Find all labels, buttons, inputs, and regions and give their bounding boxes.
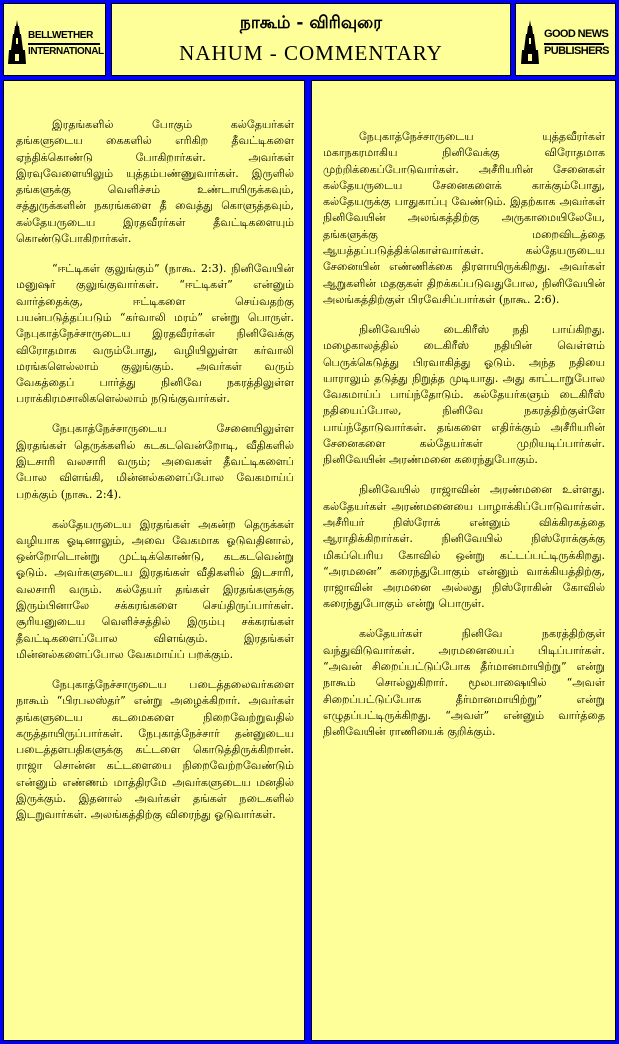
logo-rule [28,43,100,45]
tower-icon [520,20,540,64]
title-box [111,3,511,76]
paragraph: நேபுகாத்நேச்சாருடைய யுத்தவீரர்கள் மகாநகரமாகிய நினிவேக்கு விரோதமாக முற்றிக்கைப்போடுவார்கள். அசீரியரின் சேனைகள் கல்தேயருடைய சேனைகளைக் காக்கும்போது, கல்தேயருக்கு பாதுகாப்பு வேண்டும். இதற்காக அவர்கள் நினிவேயின் அலங்கத்திற்கு அருகாமையிலேயே, தங்களுக்கு மறைவிடத்தை ஆயத்தப்படுத்திக்கொள்வார்கள். கல்தேயருடைய சேனையின் எண்ணிக்கை திரளாயிருக்கிறது. அவர்கள் ஆறுகளின் மதகுகள் திறக்கப்படுவதுபோல, நினிவேயின் அலங்கத்திற்குள் பிரவேசிப்பார்கள் (நாகூ. 2:6). [323,130,605,306]
bellwether-logo-box [3,3,106,76]
paragraph: நினிவேயில் டைகிரீஸ் நதி பாய்கிறது. மழைகாலத்தில் டைகிரீஸ் நதியின் வெள்ளம் பெருக்கெடுத்து பிரவாகித்து ஓடும். அந்த நதியை யாராலும் தடுத்து நிறுத்த முடியாது. அது காட்டாறுபோல வேகமாய்ப் பாய்ந்தோடும். கல்தேயர்களும் டைகிரீஸ் நதியைப்போல, நினிவே நகரத்திற்குள்ளே பாய்ந்தோடுவார்கள். தங்களை எதிர்க்கும் அசீரியரின் சேனைகளை கல்தேயர்கள் முறியடிப்பார்கள். நினிவேயின் அரண்மனை கரைந்துபோகும். [323,322,605,467]
good-news-logo [520,18,615,66]
paragraph: நேபுகாத்நேச்சாருடைய படைத்தலைவர்களை நாகூம் “பிரபலஸ்தர்” என்று அழைக்கிறார். அவர்கள் தங்களுடைய கடமைகளை நிறைவேற்றுவதில் கருத்தாயிருப்பார்கள். நேபுகாத்நேச்சார் தன்னுடைய படைத்தளபதிகளுக்கு கட்டளை கொடுத்திருக்கிறான். ராஜா சொன்ன கட்டளையை நிறைவேற்றவேண்டும் என்னும் எண்ணம் மாத்திரமே அவர்களுடைய மனதில் இருக்கும். இதனால் அவர்கள் தங்கள் நடைகளில் இடறுவார்கள். அலங்கத்திற்கு விரைந்து ஓடுவார்கள். [16,677,294,822]
logo-line-2: PUBLISHERS [544,45,609,57]
paragraph: இரதங்களில் போகும் கல்தேயர்கள் தங்களுடைய கைகளில் எரிகிற தீவட்டிகளை ஏந்திக்கொண்டு போகிறார்கள். அவர்கள் இரவுவேளையிலும் யுத்தம்பண்ணுவார்கள். இருளில் தங்களுக்கு வெளிச்சம் உண்டாயிருக்கவும், சத்துருக்களின் நகரங்களை தீ வைத்து கொளுத்தவும், கல்தேயருடைய இரதவீரர்கள் தீவட்டிகளையும் கொண்டுபோகிறார்கள். [16,118,294,246]
left-column-text [16,117,294,837]
bellwether-logo [8,18,103,66]
paragraph: கல்தேயர்கள் நினிவே நகரத்திற்குள் வந்துவிடுவார்கள். அரமனையைப் பிடிப்பார்கள். “அவன் சிறைப்பட்டுப்போக தீர்மானமாயிற்று” என்று நாகூம் சொல்லுகிறார். மூலபாஷையில் “அவள் சிறைப்பட்டுப்போக தீர்மானமாயிற்று” என்று எழுதப்பட்டிருக்கிறது. “அவள்” என்னும் வார்த்தை நினிவேயின் ராணியைக் குறிக்கும். [323,627,605,739]
right-column [311,80,616,1041]
tower-icon [8,20,26,64]
logo-line-1: BELLWETHER [28,30,93,41]
right-column-text [323,129,605,754]
paragraph: “ஈட்டிகள் குலுங்கும்” (நாகூ. 2:3). நினிவேயின் மனுஷர் குலுங்குவார்கள். “ஈட்டிகள்” என்னும் வார்த்தைக்கு, ஈட்டிகளை செய்வதற்கு பயன்படுத்தப்படும் “கர்வாலி மரம்” என்று பொருள். நேபுகாத்நேச்சாருடைய இரதவீரர்கள் நினிவேக்கு விரோதமாக வரும்போது, வழியிலுள்ள கர்வாலி மரங்களெல்லாம் குலுங்கும். அவர்கள் வரும் வேகத்தைப் பார்த்து நினிவே நகரத்திலுள்ள பராக்கிரமசாலிகளெல்லாம் நடுங்குவார்கள். [16,262,294,406]
paragraph: நினிவேயில் ராஜாவின் அரண்மனை உள்ளது. கல்தேயர்கள் அரண்மனையை பாழாக்கிப்போடுவார்கள். அசீரியர் நிஸ்ரோக் என்னும் விக்கிரகத்தை ஆராதிக்கிறார்கள். நினிவேயில் நிஸ்ரோக்குக்கு மிகப்பெரிய கோவில் ஒன்று கட்டப்பட்டிருக்கிறது. “அரமனை” கரைந்துபோகும் என்னும் வாக்கியத்திற்கு, ராஜாவின் அரமனை அல்லது நிஸ்ரோகின் கோவில் கரைந்துபோகும் என்று பொருள். [323,483,605,611]
logo-line-2: INTERNATIONAL [28,46,104,57]
logo-line-1: GOOD NEWS [544,28,609,40]
paragraph: நேபுகாத்நேச்சாருடைய சேனையிலுள்ள இரதங்கள் தெருக்களில் கடகடவென்றோடி, வீதிகளில் இடசாரி வலசாரி வரும்; அவைகள் தீவட்டிகளைப் போல விளங்கி, மின்னல்களைப்போல வேகமாய்ப் பறக்கும் (நாகூ. 2:4). [16,422,294,501]
good-news-logo-box [515,3,616,76]
page-title-english: NAHUM - COMMENTARY [179,41,443,65]
paragraph: கல்தேயருடைய இரதங்கள் அகன்ற தெருக்கள் வழியாக ஓடினாலும், அவை வேகமாக ஓடுவதினால், ஒன்றோடொன்று முட்டிக்கொண்டு, கடகடவென்று ஓடும். அவர்களுடைய இரதங்கள் வீதிகளில் இடசாரி, வலசாரி வரும். கல்தேயர் தங்கள் இரதங்களுக்கு இரும்பினாலே சக்கரங்களை செய்திருப்பார்கள். சூரியனுடைய வெளிச்சத்தில் இரும்பு சக்கரங்கள் தீவட்டிகளைப்போல விளங்கும். இரதங்கள் மின்னல்களைப்போல வேகமாய்ப் பறக்கும். [16,517,294,661]
page-title-tamil: நாகூம் - விரிவுரை [239,13,383,33]
left-column [3,80,305,1041]
